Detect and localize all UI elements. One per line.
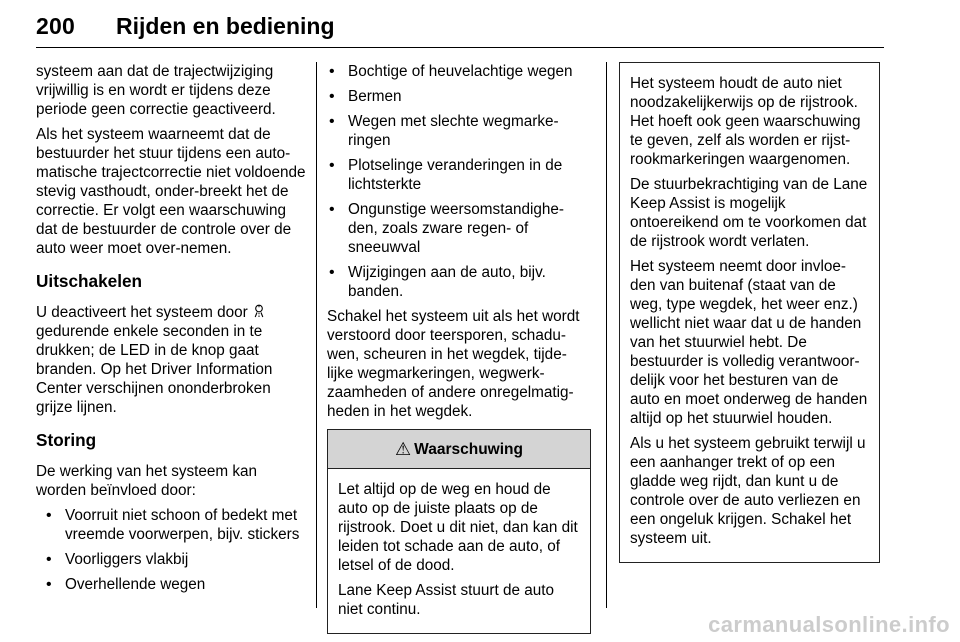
bullet-icon: • xyxy=(329,63,335,80)
list-item xyxy=(327,62,593,81)
warning-title: Waarschuwing xyxy=(414,440,523,458)
bullet-list xyxy=(36,506,308,594)
paragraph: Schakel het systeem uit als het wordt verstoord door teersporen, schadu-wen, scheuren in het wegdek, tijde-lijke wegmarkeringen, wegwerk-zaamheden of andere onregelmatig-heden in het wegdek. xyxy=(327,308,580,420)
bullet-icon: • xyxy=(329,113,335,130)
list-item-text: Wijzigingen aan de auto, bijv. banden. xyxy=(348,264,546,300)
bullet-icon: • xyxy=(329,201,335,218)
bullet-icon: • xyxy=(329,88,335,105)
column-2 xyxy=(327,62,593,634)
column-1 xyxy=(36,62,308,600)
paragraph: De werking van het systeem kan worden beïnvloed door: xyxy=(36,463,258,499)
watermark: carmanualsonline.info xyxy=(708,612,950,637)
list-item xyxy=(44,550,308,569)
bullet-icon: • xyxy=(46,576,52,593)
list-item xyxy=(44,506,308,544)
list-item-text: Voorliggers vlakbij xyxy=(65,551,189,568)
paragraph-text: U deactiveert het systeem door xyxy=(36,304,248,321)
bullet-icon: • xyxy=(46,551,52,568)
list-item-text: Ongunstige weersomstandighe-den, zoals zware regen- of sneeuwval xyxy=(348,201,564,256)
warning-body xyxy=(328,469,590,633)
list-item xyxy=(327,112,593,150)
list-item-text: Plotselinge veranderingen in de lichtsterkte xyxy=(348,157,563,193)
paragraph xyxy=(36,303,308,417)
list-item xyxy=(327,87,593,106)
list-item xyxy=(327,263,593,301)
list-item-text: Wegen met slechte wegmarke-ringen xyxy=(348,113,559,149)
warning-paragraph: Lane Keep Assist stuurt de auto niet continu. xyxy=(338,582,555,618)
warning-header xyxy=(328,430,590,469)
info-box xyxy=(619,62,880,563)
section-heading-storing: Storing xyxy=(36,430,97,450)
paragraph: Als u het systeem gebruikt terwijl u een aanhanger trekt of op een gladde weg rijdt, dan kunt u de controle over de auto verliezen en een ongeluk krijgen. Schakel het systeem uit. xyxy=(630,435,866,547)
header-rule xyxy=(36,47,884,48)
warning-paragraph: Let altijd op de weg en houd de auto op de juiste plaats op de rijstrook. Doet u dit niet, dan kan dit leiden tot schade aan de auto, of letsel of de dood. xyxy=(338,481,578,574)
running-title: Rijden en bediening xyxy=(116,13,335,39)
column-divider xyxy=(606,62,607,608)
bullet-list xyxy=(327,62,593,301)
list-item-text: Overhellende wegen xyxy=(65,576,206,593)
warning-triangle-icon: ⚠ xyxy=(395,438,412,459)
paragraph: Het systeem neemt door invloe-den van buitenaf (staat van de weg, type wegdek, het weer enz.) wellicht niet waar dat u de handen van het stuurwiel hebt. De bestuurder is volledig verantwoor-delijk voor het besturen van de auto en moet onderweg de handen altijd op het stuurwiel houden. xyxy=(630,258,868,427)
paragraph: De stuurbekrachtiging van de Lane Keep Assist is mogelijk ontoereikend om te voorkomen dat de rijstrook wordt verlaten. xyxy=(630,176,868,250)
list-item xyxy=(327,200,593,257)
list-item xyxy=(44,575,308,594)
paragraph-text: gedurende enkele seconden in te drukken; de LED in de knop gaat branden. Op het Driver Information Center verschijnen ononderbroken grijze lijnen. xyxy=(36,323,273,416)
paragraph: systeem aan dat de trajectwijziging vrijwillig is en wordt er tijdens deze periode geen correctie geactiveerd. xyxy=(36,63,276,118)
bullet-icon: • xyxy=(329,157,335,174)
lane-keep-assist-icon xyxy=(252,304,266,318)
list-item xyxy=(327,156,593,194)
page-header xyxy=(36,0,884,50)
section-heading-uitschakelen: Uitschakelen xyxy=(36,271,143,291)
list-item-text: Bochtige of heuvelachtige wegen xyxy=(348,63,573,80)
column-divider xyxy=(316,62,317,608)
bullet-icon: • xyxy=(46,507,52,524)
warning-box xyxy=(327,429,591,634)
paragraph: Als het systeem waarneemt dat de bestuurder het stuur tijdens een auto-matische trajectcorrectie niet voldoende stevig vasthoudt, onder-breekt het de correctie. Er volgt een waarschuwing dat de bestuurder de controle over de auto weer moet over-nemen. xyxy=(36,126,306,257)
paragraph: Het systeem houdt de auto niet noodzakelijkerwijs op de rijstrook. Het hoeft ook geen waarschuwing te geven, zelf als worden er rijst-rookmarkeringen waargenomen. xyxy=(630,75,861,168)
bullet-icon: • xyxy=(329,264,335,281)
page-number: 200 xyxy=(36,13,75,39)
list-item-text: Bermen xyxy=(348,88,402,105)
list-item-text: Voorruit niet schoon of bedekt met vreemde voorwerpen, bijv. stickers xyxy=(65,507,300,543)
column-3 xyxy=(624,62,884,563)
